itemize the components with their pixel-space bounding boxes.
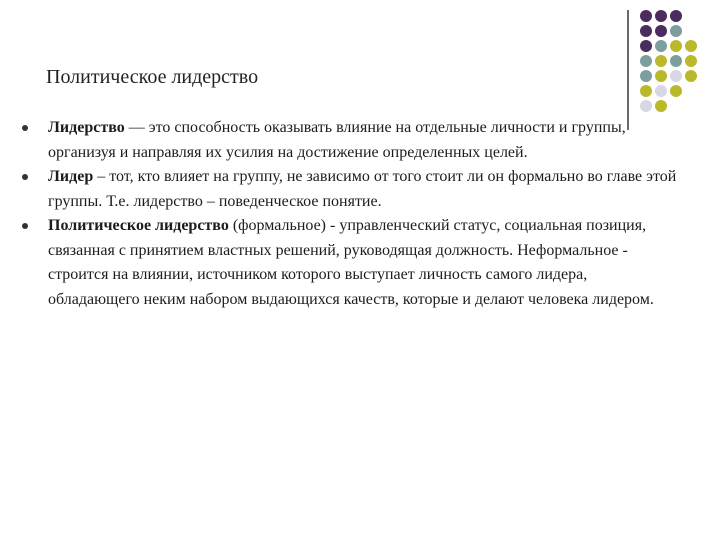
decorative-dot bbox=[640, 55, 652, 67]
decorative-dot bbox=[685, 40, 697, 52]
decorative-dot bbox=[640, 100, 652, 112]
decorative-dot bbox=[655, 55, 667, 67]
decorative-dot bbox=[655, 40, 667, 52]
decorative-dot bbox=[655, 85, 667, 97]
decorative-dot bbox=[640, 25, 652, 37]
bullet-text: – тот, кто влияет на группу, не зависимо от того стоит ли он формально во главе этой группы. Т.е. лидерство – поведенческое понятие. bbox=[48, 168, 677, 210]
bullet-term: Лидерство bbox=[48, 119, 125, 136]
slide-title: Политическое лидерство bbox=[46, 66, 259, 88]
bullet-text: — это способность оказывать влияние на отдельные личности и группы, организуя и направляя их усилия на достижение определенных целей. bbox=[48, 119, 626, 161]
decorative-dot bbox=[670, 10, 682, 22]
decorative-dot bbox=[640, 10, 652, 22]
bullet-term: Политическое лидерство bbox=[48, 217, 229, 234]
bullet-item-leadership bbox=[20, 116, 680, 165]
decorative-dot bbox=[640, 40, 652, 52]
bullet-list bbox=[20, 116, 680, 312]
bullet-item-political-leadership bbox=[20, 214, 680, 312]
bullet-dot-icon bbox=[22, 125, 28, 131]
decorative-dot bbox=[670, 70, 682, 82]
decorative-dot bbox=[670, 55, 682, 67]
decorative-dot bbox=[685, 70, 697, 82]
decorative-dot bbox=[685, 55, 697, 67]
bullet-dot-icon bbox=[22, 223, 28, 229]
decorative-dot bbox=[670, 85, 682, 97]
decorative-dot bbox=[655, 100, 667, 112]
bullet-item-leader bbox=[20, 165, 680, 214]
bullet-text: (формальное) - управленческий статус, социальная позиция, связанная с принятием властных решений, руководящая должность. Неформальное - строится на влиянии, источником которого выступает личность самого лидера, обладающего неким набором выдающихся качеств, которые и делают человека лидером. bbox=[48, 217, 654, 308]
title-divider-line bbox=[627, 10, 629, 130]
decorative-dot bbox=[640, 85, 652, 97]
decorative-dot bbox=[655, 70, 667, 82]
bullet-term: Лидер bbox=[48, 168, 94, 185]
decorative-dot bbox=[670, 25, 682, 37]
decorative-dot bbox=[670, 40, 682, 52]
decorative-dot bbox=[640, 70, 652, 82]
bullet-dot-icon bbox=[22, 174, 28, 180]
decorative-dot-grid bbox=[640, 10, 720, 120]
decorative-dot bbox=[655, 25, 667, 37]
decorative-dot bbox=[655, 10, 667, 22]
